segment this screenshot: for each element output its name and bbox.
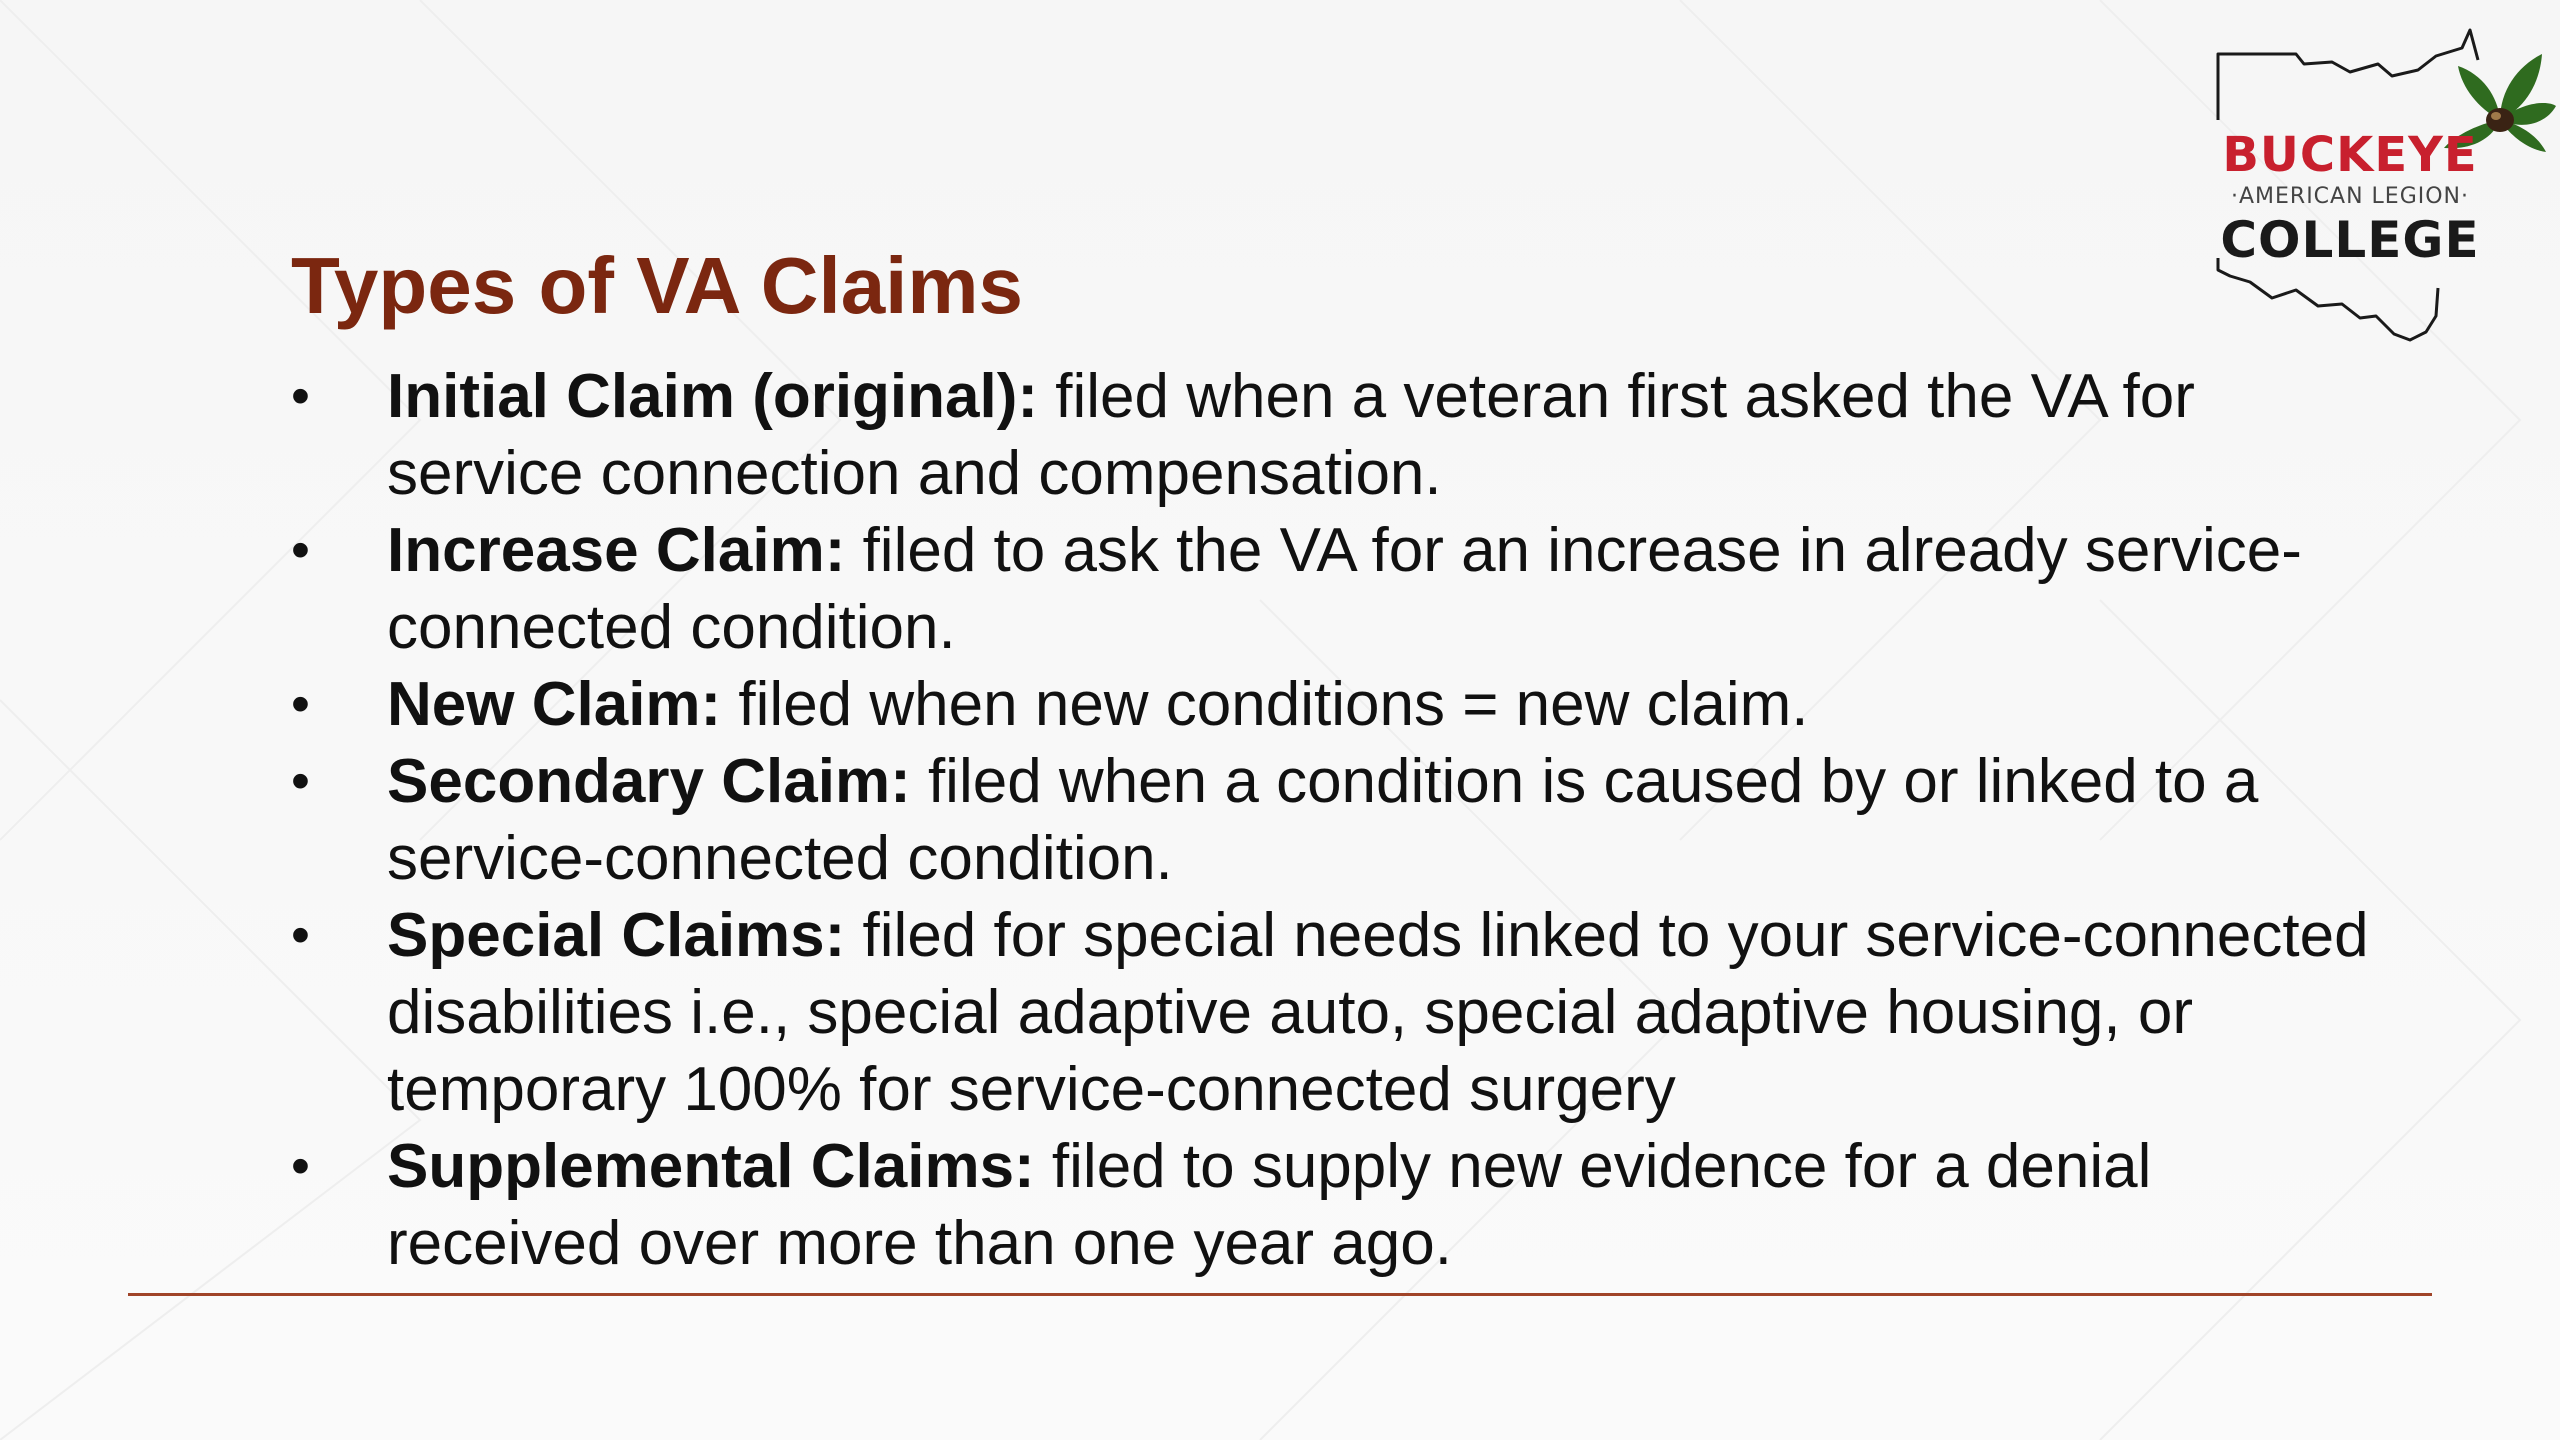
bullet-marker: • xyxy=(291,905,310,965)
bullet-item xyxy=(291,666,2391,743)
claim-description: filed for special needs linked to your service-connected disabilities i.e., special adaptive auto, special adaptive housing, or temporary 100% for service-connected surgery xyxy=(387,901,2369,1124)
logo-text-buckeye: BUCKEYE xyxy=(2222,127,2478,183)
claim-description: filed to supply new evidence for a denial received over more than one year ago. xyxy=(387,1132,2152,1278)
bullet-marker: • xyxy=(291,366,310,426)
bullet-marker: • xyxy=(291,1136,310,1196)
slide-title: Types of VA Claims xyxy=(291,241,1024,330)
claim-description: filed when a condition is caused by or linked to a service-connected condition. xyxy=(387,747,2259,893)
claim-term: Secondary Claim: xyxy=(387,747,911,816)
claim-term: Special Claims: xyxy=(387,901,846,970)
logo-text-american-legion: ·AMERICAN LEGION· xyxy=(2230,184,2470,209)
claim-term: Increase Claim: xyxy=(387,516,846,585)
footer-divider xyxy=(128,1293,2432,1296)
claim-description: filed when a veteran first asked the VA for service connection and compensation. xyxy=(387,362,2195,508)
claim-term: Supplemental Claims: xyxy=(387,1132,1035,1201)
claim-term: Initial Claim (original): xyxy=(387,362,1039,431)
bullet-marker: • xyxy=(291,751,310,811)
bullet-item xyxy=(291,1128,2391,1282)
claims-list xyxy=(291,358,2391,1282)
bullet-marker: • xyxy=(291,674,310,734)
bullet-item xyxy=(291,512,2391,666)
bullet-marker: • xyxy=(291,520,310,580)
bullet-item xyxy=(291,358,2391,512)
claim-description: filed when new conditions = new claim. xyxy=(721,670,1809,739)
buckeye-college-logo xyxy=(2200,20,2560,360)
claim-description: filed to ask the VA for an increase in already service-connected condition. xyxy=(387,516,2302,662)
bullet-item xyxy=(291,897,2391,1128)
logo-text-college: COLLEGE xyxy=(2220,211,2480,269)
bullet-item xyxy=(291,743,2391,897)
claim-term: New Claim: xyxy=(387,670,722,739)
